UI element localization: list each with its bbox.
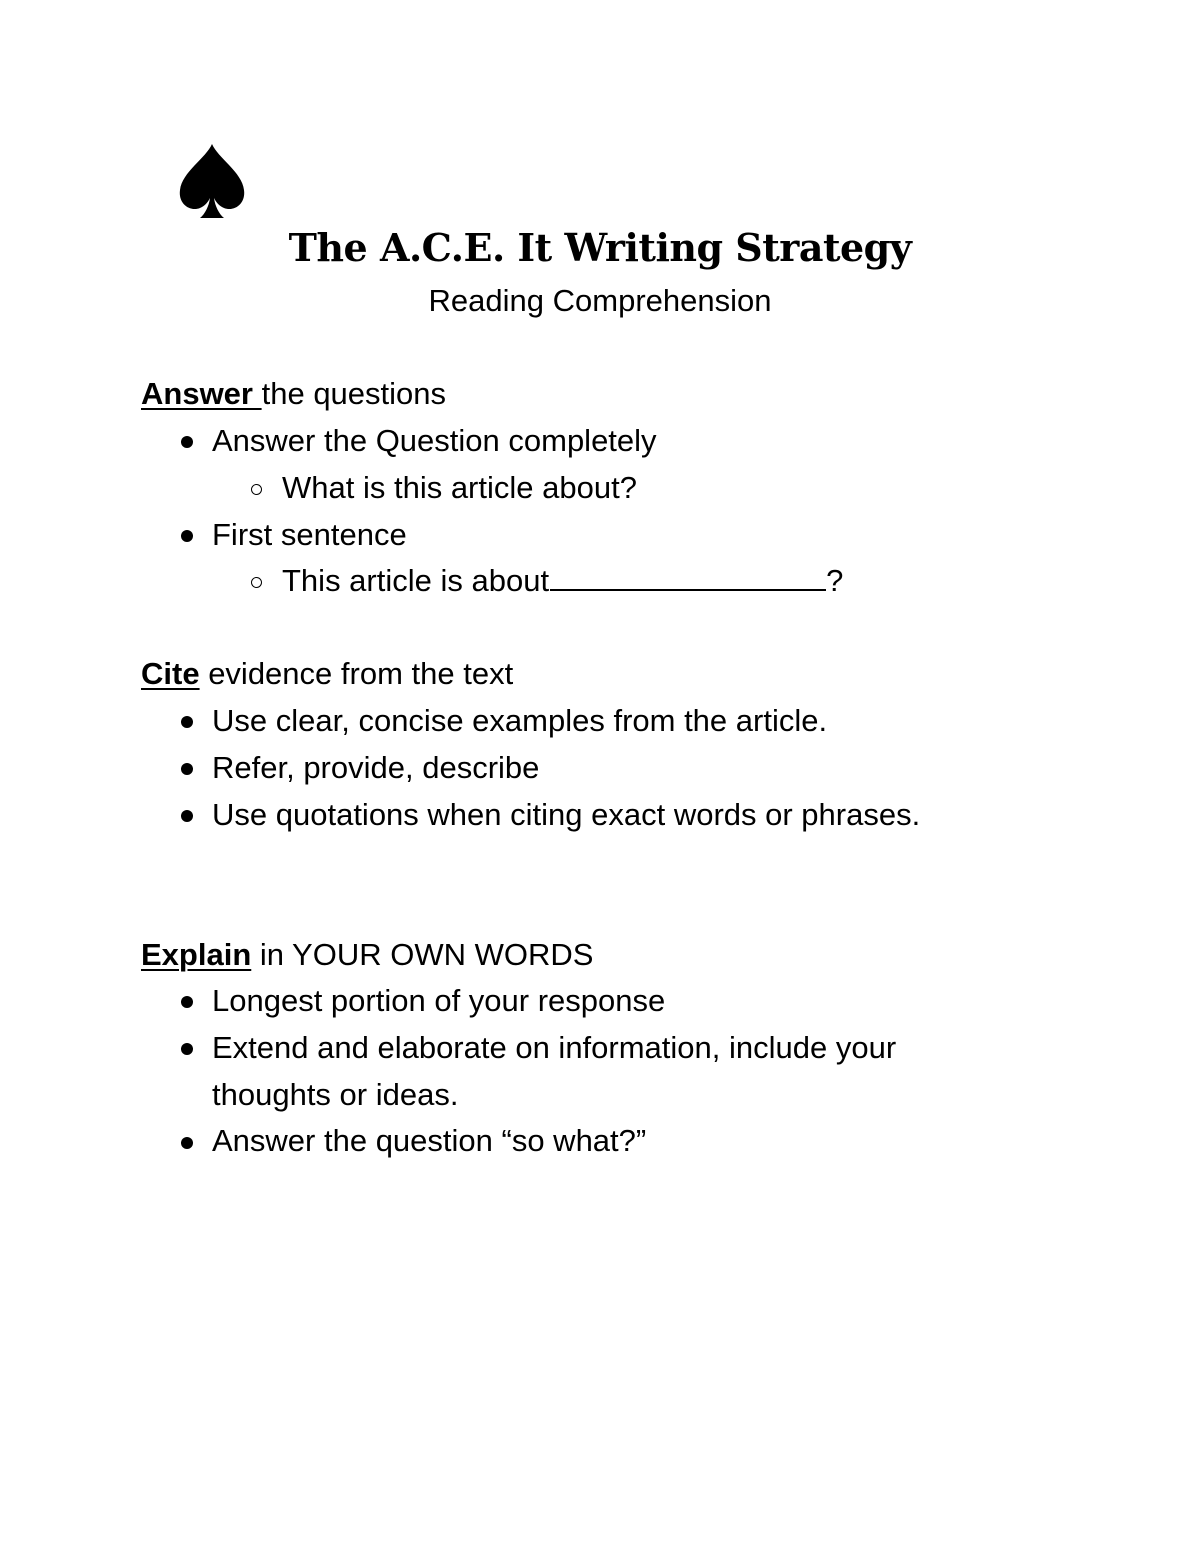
spade-icon [172, 140, 252, 224]
bullet-icon [181, 530, 193, 542]
list-item: Refer, provide, describe [212, 750, 540, 785]
answer-heading-rest: the questions [261, 376, 447, 411]
cite-heading [141, 654, 513, 694]
list-item: Answer the Question completely [212, 423, 657, 458]
list-item: First sentence [212, 517, 407, 552]
bullet-icon [181, 763, 193, 775]
fill-in-blank [550, 563, 826, 591]
answer-heading [141, 374, 446, 414]
bullet-icon [181, 996, 193, 1008]
sub-list-item: What is this article about? [282, 470, 637, 505]
bullet-icon [181, 810, 193, 822]
document-title: The A.C.E. It Writing Strategy [288, 225, 912, 270]
document-subtitle: Reading Comprehension [428, 283, 772, 318]
list-item: Longest portion of your response [212, 983, 666, 1018]
explain-heading-rest: in YOUR OWN WORDS [251, 937, 594, 972]
list-item: Use clear, concise examples from the article. [212, 703, 828, 738]
explain-heading [141, 935, 593, 975]
question-mark: ? [826, 563, 844, 598]
list-item: Answer the question “so what?” [212, 1123, 647, 1158]
cite-keyword: Cite [141, 656, 200, 691]
sub-list-item-text: This article is about [282, 563, 550, 598]
bullet-icon [181, 1137, 193, 1149]
sub-bullet-icon [251, 577, 262, 588]
list-item: Extend and elaborate on information, include your [212, 1030, 897, 1065]
bullet-icon [181, 716, 193, 728]
sub-bullet-icon [251, 484, 262, 495]
list-item: Use quotations when citing exact words or phrases. [212, 797, 921, 832]
list-item-continuation: thoughts or ideas. [212, 1077, 459, 1112]
bullet-icon [181, 436, 193, 448]
sub-list-item-fill-in [282, 561, 843, 601]
cite-heading-rest: evidence from the text [199, 656, 514, 691]
answer-keyword: Answer [141, 376, 262, 411]
bullet-icon [181, 1043, 193, 1055]
explain-keyword: Explain [141, 937, 252, 972]
